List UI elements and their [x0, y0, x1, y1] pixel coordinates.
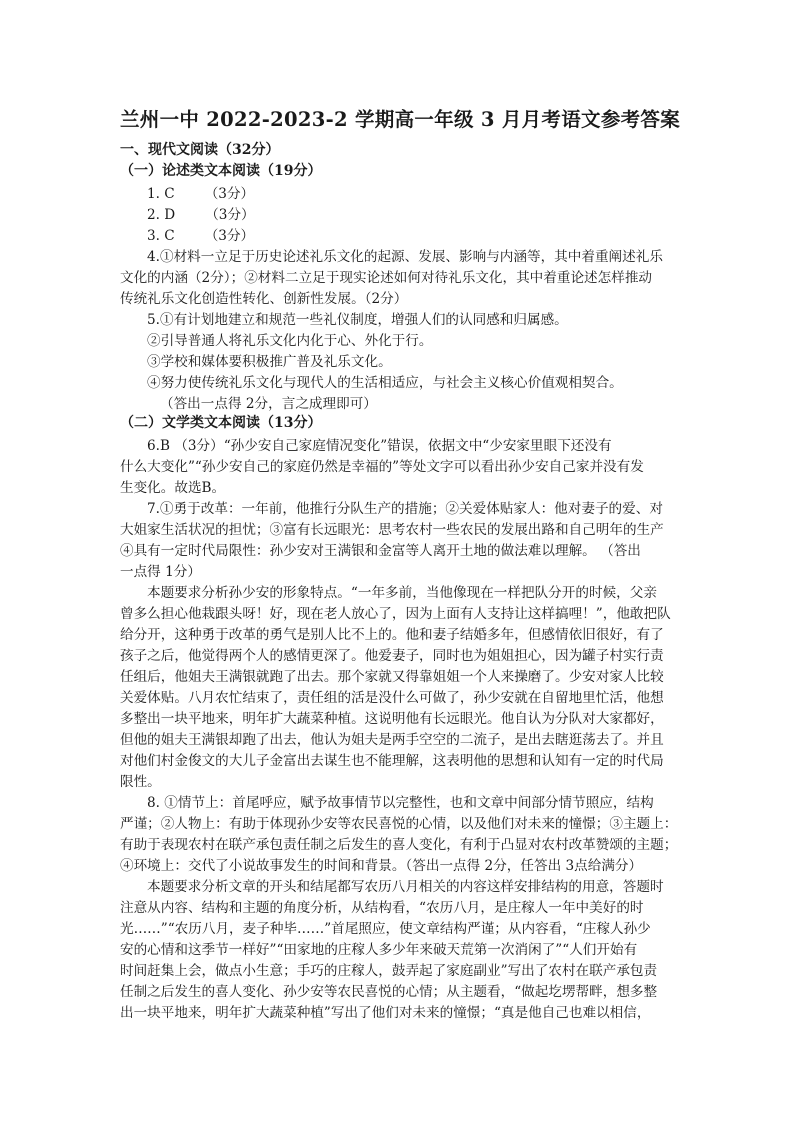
subsection-heading-literary: （二）文学类文本阅读（13分） — [120, 415, 322, 431]
answer-q7-line: ④具有一定时代局限性：孙少安对王满银和金富等人离开土地的做法难以理解。 （答出 — [120, 543, 641, 559]
q8-analysis-line: 光……”“农历八月，麦子种毕……”首尾照应，使文章结构严谨；从内容看，“庄稼人孙少 — [120, 921, 651, 937]
answer-q8-line: 严谨；②人物上：有助于体现孙少安等农民喜悦的心情，以及他们对未来的憧憬；③主题上： — [120, 816, 678, 832]
q7-analysis-line: 本题要求分析孙少安的形象特点。“一年多前，当他像现在一样把队分开的时候，父亲 — [147, 585, 657, 601]
q8-analysis-line: 任制之后发生的喜人变化、孙少安等农民喜悦的心情；从主题看，“做起圪塄帮畔，想多整 — [120, 984, 658, 1000]
answer-q1-choice: 1. C — [147, 186, 175, 202]
q8-analysis-line: 注意从内容、结构和主题的角度分析，从结构看，“农历八月，是庄稼人一年中美好的时 — [120, 900, 644, 916]
q7-analysis-line: 限性。 — [120, 774, 161, 790]
answer-q7-line: 大姐家生活状况的担忧；③富有长远眼光：思考农村一些农民的发展出路和自己明年的生产 — [120, 522, 664, 538]
answer-q5-line: ④努力使传统礼乐文化与现代人的生活相适应，与社会主义核心价值观相契合。 — [147, 375, 623, 391]
answer-q2 — [147, 203, 255, 223]
q7-analysis-line: 孩子之后，他觉得两个人的感情更深了。他爱妻子，同时也为姐姐担心，因为罐子村实行责 — [120, 648, 664, 664]
q7-analysis-line: 关爱体贴。八月农忙结束了，责任组的活是没什么可做了，孙少安就在自留地里忙活，他想 — [120, 690, 664, 706]
q7-analysis-line: 任组后，他姐夫王满银就跑了出去。那个家就又得靠姐姐一个人来操磨了。少安对家人比较 — [120, 669, 664, 685]
q7-analysis-line: 但他的姐夫王满银却跑了出去，他认为姐夫是两手空空的二流子，是出去瞎逛荡去了。并且 — [120, 732, 664, 748]
answer-q1-score: （3分） — [204, 186, 255, 202]
q8-analysis-line: 时间赶集上会，做点小生意；手巧的庄稼人，鼓弄起了家庭副业”写出了农村在联产承包责 — [120, 963, 658, 979]
answer-q5-note: （答出一点得 2分，言之成理即可） — [160, 396, 377, 412]
answer-q8-line: 有助于表现农村在联产承包责任制之后发生的喜人变化，有利于凸显对农村改革赞颂的主题； — [120, 837, 678, 853]
q8-analysis-line: 本题要求分析文章的开头和结尾都写农历八月相关的内容这样安排结构的用意，答题时 — [147, 879, 664, 895]
q8-analysis-line: 安的心情和这季节一样好”“田家地的庄稼人多少年来破天荒第一次消闲了”“人们开始有 — [120, 942, 638, 958]
answer-q5-line: ③学校和媒体要积极推广普及礼乐文化。 — [147, 354, 392, 370]
answer-q3 — [147, 224, 254, 244]
answer-q8-line: 8. ①情节上：首尾呼应，赋予故事情节以完整性，也和文章中间部分情节照应，结构 — [147, 795, 654, 811]
answer-q6-line: 生变化。故选B。 — [120, 480, 226, 496]
answer-q3-score: （3分） — [204, 228, 255, 244]
answer-q5-line: 5.①有计划地建立和规范一些礼仪制度，增强人们的认同感和归属感。 — [147, 312, 568, 328]
q7-analysis-line: 多整出一块平地来，明年扩大蔬菜种植。这说明他有长远眼光。他自认为分队对大家都好， — [120, 711, 664, 727]
answer-q5-line: ②引导普通人将礼乐文化内化于心、外化于行。 — [147, 333, 433, 349]
answer-q4-line: 传统礼乐文化创造性转化、创新性发展。（2分） — [120, 291, 408, 307]
q7-analysis-line: 给分开，这种勇于改革的勇气是别人比不上的。他和妻子结婚多年，但感情依旧很好，有了 — [120, 627, 664, 643]
page-title: 兰州一中 2022-2023-2 学期高一年级 3 月月考语文参考答案 — [120, 108, 681, 131]
answer-q1 — [147, 182, 254, 202]
answer-q4-line: 文化的内涵（2分）；②材料二立足于现实论述如何对待礼乐文化，其中着重论述怎样推动 — [120, 270, 653, 286]
answer-q6-line: 6.B （3分）“孙少安自己家庭情况变化”错误，依据文中“少安家里眼下还没有 — [147, 438, 612, 454]
answer-q2-score: （3分） — [205, 207, 255, 223]
answer-q4-line: 4.①材料一立足于历史论述礼乐文化的起源、发展、影响与内涵等，其中着重阐述礼乐 — [147, 249, 663, 265]
q7-analysis-line: 曾多么担心他栽跟头呀！好，现在老人放心了，因为上面有人支持让这样搞哩！”，他敢把队 — [120, 606, 671, 622]
q7-analysis-line: 对他们村金俊文的大儿子金富出去谋生也不能理解，这表明他的思想和认知有一定的时代局 — [120, 753, 664, 769]
answer-q7-line: 一点得 1分） — [120, 564, 201, 580]
section-heading-reading: 一、现代文阅读（32分） — [120, 142, 280, 158]
answer-q3-choice: 3. C — [147, 228, 175, 244]
answer-q8-line: ④环境上：交代了小说故事发生的时间和背景。（答出一点得 2分，任答出 3点给满分） — [120, 858, 643, 874]
subsection-heading-argumentative: （一）论述类文本阅读（19分） — [120, 163, 322, 179]
q8-analysis-line: 出一块平地来，明年扩大蔬菜种植”写出了他们对未来的憧憬；“真是他自己也难以相信， — [120, 1005, 651, 1021]
answer-q2-choice: 2. D — [147, 207, 176, 223]
answer-q6-line: 什么大变化”“孙少安自己的家庭仍然是幸福的”等处文字可以看出孙少安自己家并没有发 — [120, 459, 644, 475]
answer-q7-line: 7.①勇于改革：一年前，他推行分队生产的措施；②关爱体贴家人：他对妻子的爱、对 — [147, 501, 663, 517]
